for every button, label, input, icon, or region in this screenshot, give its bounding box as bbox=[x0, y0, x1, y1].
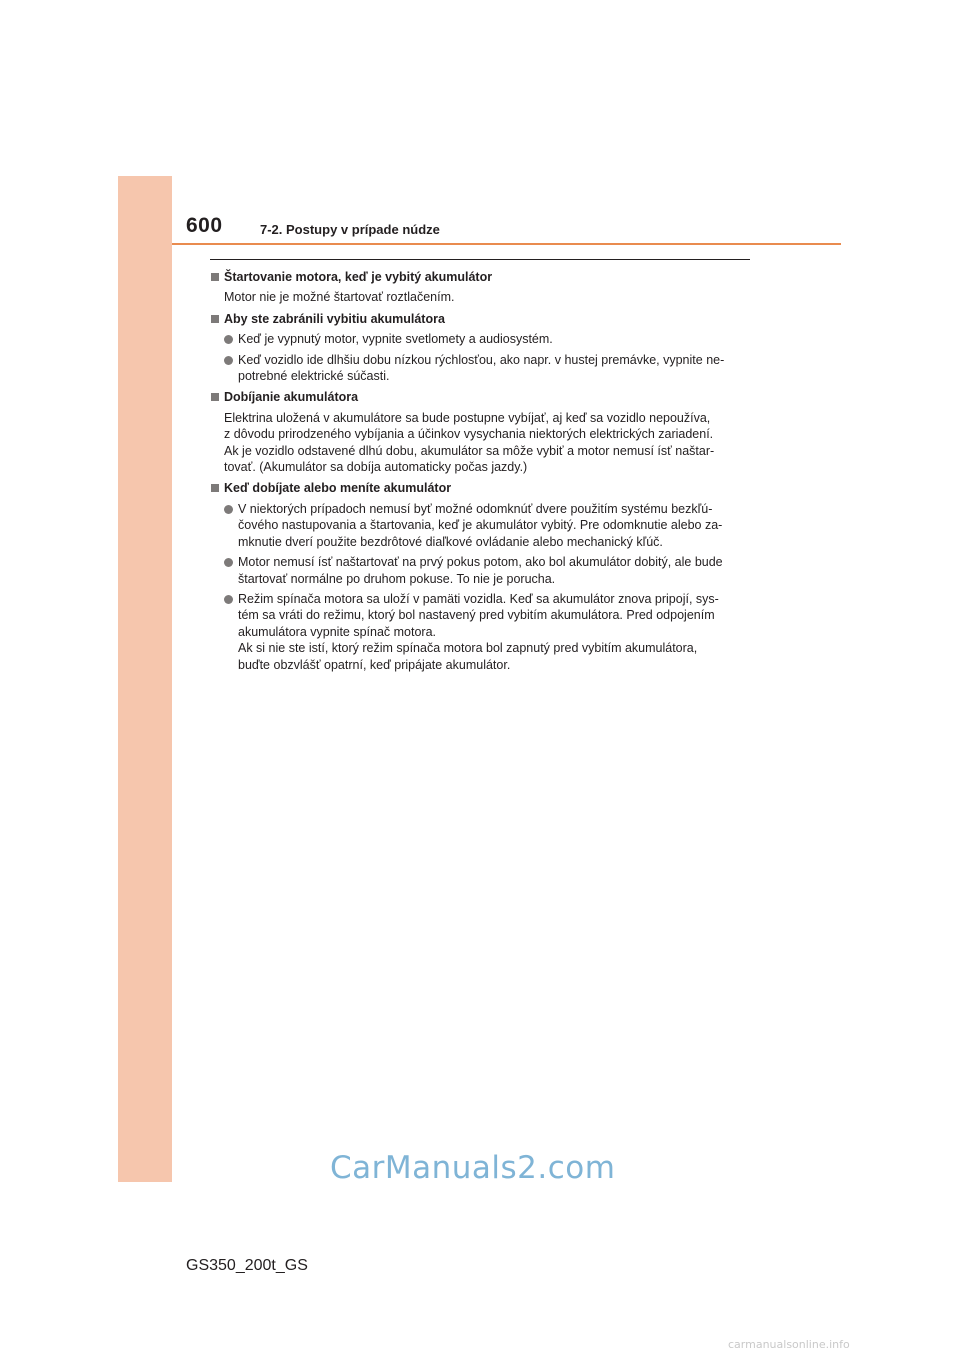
list-item-line: V niektorých prípadoch nemusí byť možné odomknúť dvere použitím systému bezkľú- bbox=[238, 501, 713, 516]
chapter-title: 7-2. Postupy v prípade núdze bbox=[260, 222, 440, 237]
square-bullet-icon bbox=[211, 484, 219, 492]
paragraph-line: Ak je vozidlo odstavené dlhú dobu, akumulátor sa môže vybiť a motor nemusí ísť naštar- bbox=[224, 443, 715, 458]
list-item-line: Ak si nie ste istí, ktorý režim spínača motora bol zapnutý pred vybitím akumulátora, bbox=[238, 641, 698, 656]
footer-model-code: GS350_200t_GS bbox=[186, 1257, 308, 1274]
list-item-line: akumulátora vypnite spínač motora. bbox=[238, 624, 437, 639]
section-heading bbox=[210, 311, 750, 327]
circle-bullet-icon bbox=[224, 335, 233, 344]
section-heading bbox=[210, 269, 750, 285]
list-item-line: mknutie dverí použite bezdrôtové diaľkové ovládanie alebo mechanický kľúč. bbox=[238, 534, 663, 549]
square-bullet-icon bbox=[211, 393, 219, 401]
circle-bullet-icon bbox=[224, 356, 233, 365]
square-bullet-icon bbox=[211, 315, 219, 323]
list-item-line: Keď je vypnutý motor, vypnite svetlomety a audiosystém. bbox=[238, 332, 553, 347]
paragraph-line: z dôvodu prirodzeného vybíjania a účinkov vysychania niektorých elektrických zariadení. bbox=[224, 427, 714, 442]
list-item-line: Keď vozidlo ide dlhšiu dobu nízkou rýchlosťou, ako napr. v hustej premávke, vypnite ne- bbox=[238, 352, 725, 367]
circle-bullet-icon bbox=[224, 505, 233, 514]
list-item bbox=[210, 331, 750, 347]
list-item-line: buďte obzvlášť opatrní, keď pripájate akumulátor. bbox=[238, 657, 511, 672]
list-item-line: potrebné elektrické súčasti. bbox=[238, 369, 390, 384]
list-item bbox=[210, 554, 750, 587]
content-rule bbox=[210, 259, 750, 260]
list-item-line: Motor nemusí ísť naštartovať na prvý pokus potom, ako bol akumulátor dobitý, ale bude bbox=[238, 555, 723, 570]
list-item-line: Režim spínača motora sa uloží v pamäti vozidla. Keď sa akumulátor znova pripojí, sys- bbox=[238, 591, 719, 606]
list-item-line: štartovať normálne po druhom pokuse. To nie je porucha. bbox=[238, 571, 556, 586]
section-heading-text: Dobíjanie akumulátora bbox=[224, 390, 359, 405]
page-content bbox=[210, 269, 750, 678]
list-item-line: tém sa vráti do režimu, ktorý bol nastavený pred vybitím akumulátora. Pred odpojením bbox=[238, 608, 715, 623]
square-bullet-icon bbox=[211, 273, 219, 281]
paragraph-line: tovať. (Akumulátor sa dobíja automaticky počas jazdy.) bbox=[224, 460, 528, 475]
chapter-sidebar-tab bbox=[118, 176, 172, 1182]
section-charging bbox=[210, 389, 750, 475]
paragraph-line: Elektrina uložená v akumulátore sa bude postupne vybíjať, aj keď sa vozidlo nepoužíva, bbox=[224, 410, 711, 425]
section-charging-or-replacing bbox=[210, 480, 750, 672]
circle-bullet-icon bbox=[224, 558, 233, 567]
header-rule bbox=[172, 243, 841, 245]
circle-bullet-icon bbox=[224, 595, 233, 604]
section-heading-text: Aby ste zabránili vybitiu akumulátora bbox=[224, 311, 445, 326]
list-item bbox=[210, 591, 750, 673]
section-starting-engine bbox=[210, 269, 750, 306]
section-paragraph bbox=[210, 289, 750, 305]
list-item bbox=[210, 501, 750, 550]
watermark-carmanualsonline: carmanualsonline.info bbox=[728, 1338, 850, 1351]
section-heading-text: Štartovanie motora, keď je vybitý akumulátor bbox=[224, 270, 493, 284]
paragraph-line: Motor nie je možné štartovať roztlačením. bbox=[224, 290, 455, 305]
section-prevent-discharge bbox=[210, 311, 750, 385]
section-heading bbox=[210, 389, 750, 405]
section-paragraph bbox=[210, 410, 750, 476]
list-item-line: čového nastupovania a štartovania, keď je akumulátor vybitý. Pre odomknutie alebo za- bbox=[238, 518, 723, 533]
page-number: 600 bbox=[186, 214, 223, 237]
list-item bbox=[210, 352, 750, 385]
watermark-carmanuals2: CarManuals2.com bbox=[330, 1150, 616, 1186]
section-heading bbox=[210, 480, 750, 496]
section-heading-text: Keď dobíjate alebo meníte akumulátor bbox=[224, 481, 452, 496]
